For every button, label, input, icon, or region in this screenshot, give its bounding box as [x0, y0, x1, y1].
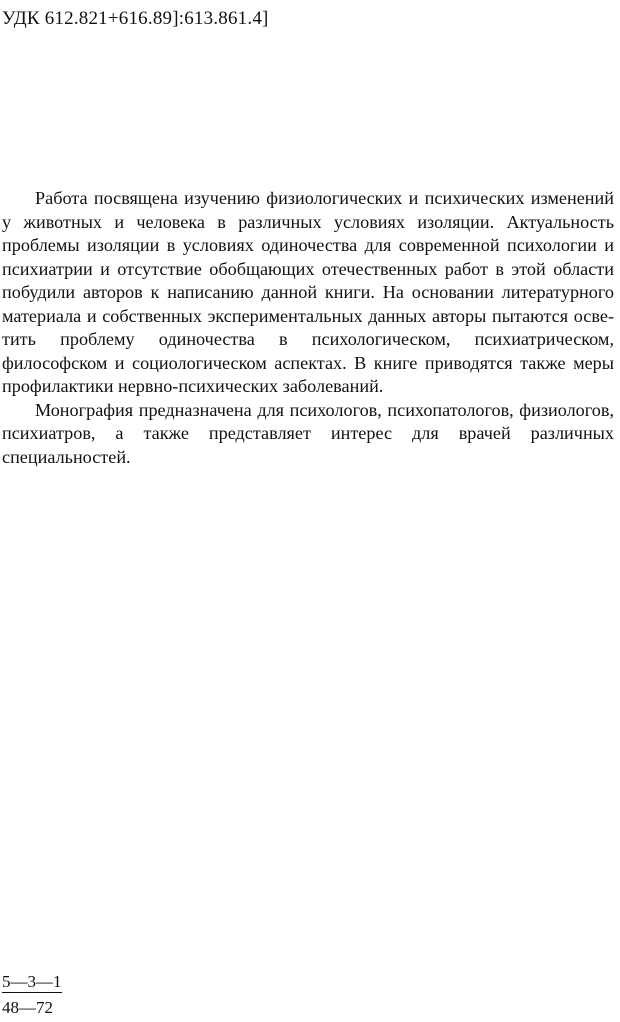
- imprint-denominator: 48—72: [2, 998, 53, 1017]
- abstract-paragraph-audience: Монография предназначена для психологов, психопатологов, физиологов, психиатров, а также представляет интерес для врачей различных специальностей.: [2, 399, 614, 467]
- publisher-imprint-code: [2, 973, 62, 1016]
- book-abstract: [2, 187, 614, 469]
- udk-classification: УДК 612.821+616.89]:613.861.4]: [2, 8, 269, 29]
- abstract-paragraph-description: Работа посвящена изучению физиологических и психических изменений у животных и человека в различных условиях изоляции. Актуальность проблемы изоляции в условиях одиночества для современной психологии и психиатрии и отсутствие обобщающих отечественных работ в этой области побудили авторов к написанию данной книги. На основании литературного материала и собственных экспериментальных данных авторы пытаются осветить проблему одиночества в психологическом, психиатрическом, философском и социологическом аспектах. В книге приводятся также меры профилактики нервно-психических заболеваний.: [2, 188, 614, 396]
- imprint-numerator: 5—3—1: [2, 972, 62, 991]
